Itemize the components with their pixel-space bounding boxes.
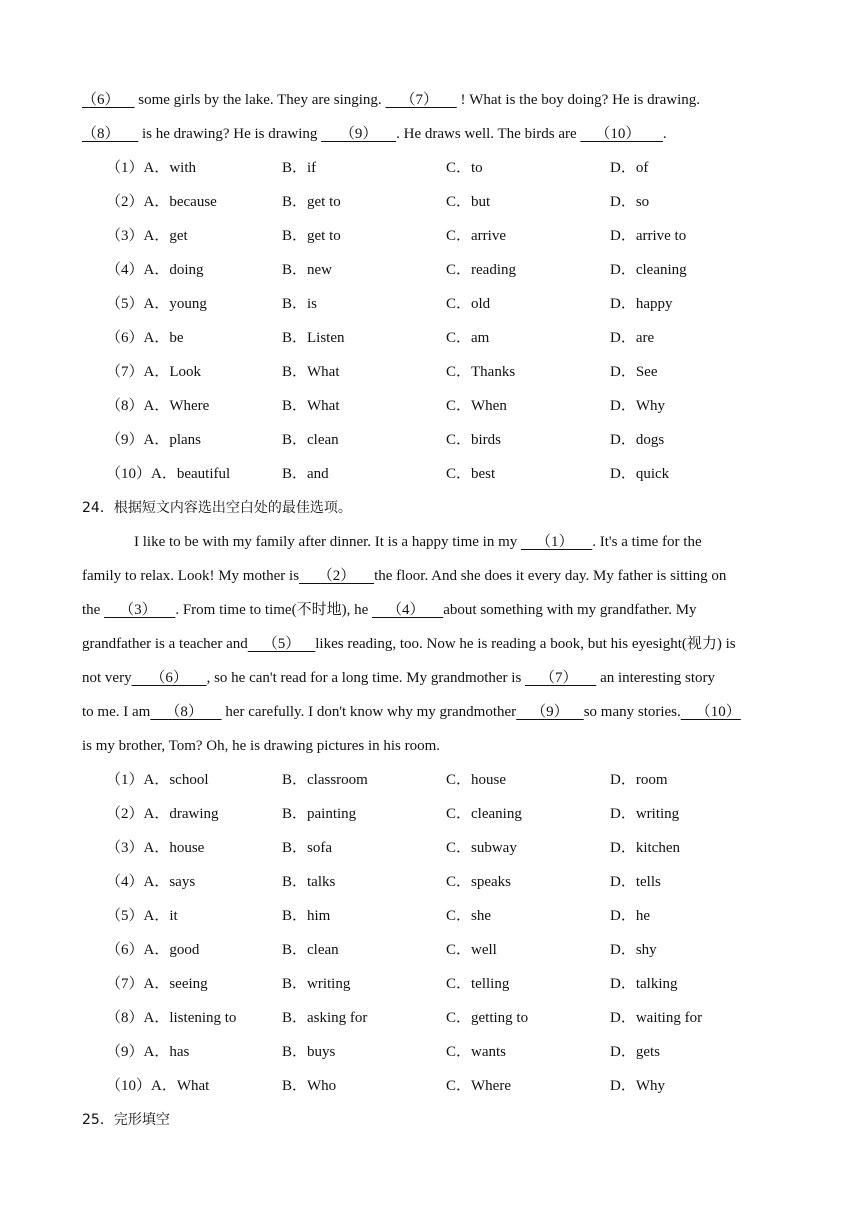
passage-line xyxy=(82,84,782,118)
option-choice xyxy=(282,288,317,320)
option-number: （6） xyxy=(106,330,144,346)
option-text: D．cleaning xyxy=(610,262,687,278)
option-text: B．if xyxy=(282,160,317,176)
option-text: B．clean xyxy=(282,432,339,448)
passage-text: to me. I am xyxy=(82,704,151,720)
option-choice xyxy=(282,1036,335,1068)
option-choice xyxy=(282,866,335,898)
option-text: B．clean xyxy=(282,942,339,958)
option-text: A．has xyxy=(143,1044,190,1060)
option-text: D．dogs xyxy=(610,432,665,448)
passage-text: is my brother, Tom? Oh, he is drawing pictures in his room. xyxy=(82,738,441,754)
option-choice xyxy=(446,254,516,286)
option-choice xyxy=(610,900,650,932)
option-choice xyxy=(106,764,209,796)
passage-text: grandfather is a teacher and xyxy=(82,636,248,652)
passage-text: likes reading, too. Now he is reading a book, but his eyesight(视力) is xyxy=(315,636,736,652)
option-row xyxy=(82,1002,782,1036)
option-text: D．arrive to xyxy=(610,228,687,244)
option-text: B．is xyxy=(282,296,318,312)
option-text: D．talking xyxy=(610,976,678,992)
option-text: C．When xyxy=(446,398,507,414)
option-text: A．seeing xyxy=(143,976,208,992)
option-text: D．are xyxy=(610,330,655,346)
option-choice xyxy=(446,900,491,932)
option-number: （4） xyxy=(106,874,144,890)
option-text: C．she xyxy=(446,908,492,924)
option-text: C．Where xyxy=(446,1078,511,1094)
option-choice xyxy=(610,390,665,422)
option-text: B．asking for xyxy=(282,1010,368,1026)
passage-text: . xyxy=(662,126,667,142)
option-choice xyxy=(446,458,495,490)
option-text: C．speaks xyxy=(446,874,511,890)
option-text: B．painting xyxy=(282,806,357,822)
option-choice xyxy=(106,254,204,286)
option-text: B．get to xyxy=(282,194,341,210)
option-text: B．Who xyxy=(282,1078,337,1094)
option-choice xyxy=(610,764,668,796)
option-choice xyxy=(610,220,686,252)
option-row xyxy=(82,356,782,390)
option-text: D．room xyxy=(610,772,668,788)
option-choice xyxy=(106,424,201,456)
option-choice xyxy=(446,1070,511,1102)
passage-text: ! What is the boy doing? He is drawing. xyxy=(456,92,700,108)
option-row xyxy=(82,866,782,900)
answer-blank: （4） xyxy=(372,602,444,618)
option-number: （5） xyxy=(106,296,144,312)
option-choice xyxy=(446,832,517,864)
option-row xyxy=(82,968,782,1002)
options-q23 xyxy=(82,152,782,492)
option-choice xyxy=(282,1002,367,1034)
option-text: A．it xyxy=(143,908,178,924)
option-text: C．Thanks xyxy=(446,364,516,380)
passage-text: an interesting story xyxy=(596,670,716,686)
passage-text: . It's a time for the xyxy=(592,534,702,550)
option-number: （1） xyxy=(106,772,144,788)
option-text: C．arrive xyxy=(446,228,506,244)
option-text: D．kitchen xyxy=(610,840,680,856)
answer-blank: （7） xyxy=(525,670,597,686)
option-number: （2） xyxy=(106,806,144,822)
option-text: A．drawing xyxy=(143,806,219,822)
option-choice xyxy=(610,152,648,184)
option-choice xyxy=(282,764,368,796)
option-choice xyxy=(446,288,490,320)
option-choice xyxy=(282,186,341,218)
option-text: D．shy xyxy=(610,942,657,958)
option-choice xyxy=(610,254,687,286)
passage-text: so many stories. xyxy=(583,704,681,720)
option-number: （5） xyxy=(106,908,144,924)
option-choice xyxy=(282,832,332,864)
passage-text: her carefully. I don't know why my grandmother xyxy=(221,704,517,720)
option-choice xyxy=(610,1070,665,1102)
option-text: B．sofa xyxy=(282,840,332,856)
option-choice xyxy=(106,322,184,354)
option-number: （2） xyxy=(106,194,144,210)
option-row xyxy=(82,1036,782,1070)
option-row xyxy=(82,798,782,832)
option-text: A．because xyxy=(143,194,217,210)
option-text: C．am xyxy=(446,330,490,346)
option-text: A．What xyxy=(151,1078,210,1094)
option-row xyxy=(82,288,782,322)
option-choice xyxy=(446,764,506,796)
option-text: B．writing xyxy=(282,976,351,992)
passage-text: the xyxy=(82,602,105,618)
option-choice xyxy=(610,322,654,354)
option-choice xyxy=(106,900,178,932)
answer-blank: （9） xyxy=(321,126,397,142)
option-choice xyxy=(106,866,195,898)
option-choice xyxy=(446,152,483,184)
option-choice xyxy=(446,866,511,898)
option-choice xyxy=(610,458,669,490)
passage-q23-continued xyxy=(82,84,782,152)
option-text: A．young xyxy=(143,296,207,312)
option-choice xyxy=(610,866,661,898)
option-text: A．good xyxy=(143,942,200,958)
option-number: （10） xyxy=(106,1078,152,1094)
option-choice xyxy=(610,356,658,388)
answer-blank: （8） xyxy=(82,126,139,142)
option-choice xyxy=(282,1070,336,1102)
option-text: A．be xyxy=(143,330,184,346)
option-choice xyxy=(446,934,497,966)
passage-line xyxy=(82,118,782,152)
option-text: D．gets xyxy=(610,1044,660,1060)
option-choice xyxy=(106,832,204,864)
option-choice xyxy=(282,390,340,422)
option-choice xyxy=(610,186,649,218)
option-number: （9） xyxy=(106,432,144,448)
option-text: A．says xyxy=(143,874,196,890)
option-text: B．him xyxy=(282,908,331,924)
option-choice xyxy=(282,900,330,932)
option-text: C．best xyxy=(446,466,496,482)
option-text: B．new xyxy=(282,262,332,278)
option-choice xyxy=(446,1002,528,1034)
option-choice xyxy=(282,458,329,490)
option-row xyxy=(82,764,782,798)
option-choice xyxy=(446,390,507,422)
answer-blank: （7） xyxy=(385,92,457,108)
option-number: （8） xyxy=(106,398,144,414)
passage-line xyxy=(82,594,782,628)
option-number: （8） xyxy=(106,1010,144,1026)
option-text: D．See xyxy=(610,364,658,380)
option-choice xyxy=(282,798,356,830)
option-text: B．What xyxy=(282,364,340,380)
option-choice xyxy=(446,424,501,456)
passage-text: not very xyxy=(82,670,132,686)
option-text: A．school xyxy=(143,772,209,788)
option-text: B．and xyxy=(282,466,329,482)
answer-blank: （8） xyxy=(150,704,222,720)
answer-blank: （1） xyxy=(521,534,593,550)
option-row xyxy=(82,390,782,424)
option-text: D．Why xyxy=(610,1078,665,1094)
option-number: （1） xyxy=(106,160,144,176)
option-choice xyxy=(282,220,341,252)
option-text: C．getting to xyxy=(446,1010,529,1026)
passage-line xyxy=(82,696,782,730)
option-row xyxy=(82,934,782,968)
option-text: C．birds xyxy=(446,432,502,448)
option-row xyxy=(82,186,782,220)
option-number: （10） xyxy=(106,466,152,482)
option-choice xyxy=(106,798,219,830)
question-24-heading: 24．根据短文内容选出空白处的最佳选项。 xyxy=(82,500,352,516)
option-choice xyxy=(282,356,340,388)
option-choice xyxy=(282,968,350,1000)
option-text: D．waiting for xyxy=(610,1010,703,1026)
option-choice xyxy=(610,832,680,864)
option-text: D．happy xyxy=(610,296,673,312)
option-choice xyxy=(106,152,196,184)
option-text: D．Why xyxy=(610,398,665,414)
option-choice xyxy=(106,1002,236,1034)
option-choice xyxy=(610,288,673,320)
answer-blank: （9） xyxy=(516,704,584,720)
answer-blank: （6） xyxy=(82,92,135,108)
option-text: D．writing xyxy=(610,806,680,822)
option-text: A．Where xyxy=(143,398,210,414)
passage-text: about something with my grandfather. My xyxy=(443,602,697,618)
passage-line xyxy=(82,526,782,560)
option-choice xyxy=(106,220,188,252)
option-text: D．of xyxy=(610,160,649,176)
option-choice xyxy=(446,322,489,354)
option-row xyxy=(82,152,782,186)
option-text: A．plans xyxy=(143,432,202,448)
option-text: D．he xyxy=(610,908,650,924)
answer-blank: （10） xyxy=(580,126,663,142)
passage-text: . He draws well. The birds are xyxy=(396,126,581,142)
answer-blank: （10） xyxy=(680,704,741,720)
option-text: B．buys xyxy=(282,1044,336,1060)
option-number: （3） xyxy=(106,840,144,856)
option-choice xyxy=(282,424,339,456)
option-choice xyxy=(446,968,509,1000)
option-choice xyxy=(610,798,679,830)
option-text: B．get to xyxy=(282,228,341,244)
option-text: C．reading xyxy=(446,262,516,278)
option-choice xyxy=(282,254,332,286)
option-choice xyxy=(610,934,657,966)
option-choice xyxy=(106,934,199,966)
option-text: C．well xyxy=(446,942,497,958)
option-text: A．with xyxy=(143,160,197,176)
option-text: C．cleaning xyxy=(446,806,522,822)
option-text: C．telling xyxy=(446,976,510,992)
option-text: A．house xyxy=(143,840,205,856)
option-choice xyxy=(446,1036,506,1068)
option-text: C．old xyxy=(446,296,491,312)
answer-blank: （3） xyxy=(104,602,176,618)
option-text: A．doing xyxy=(143,262,204,278)
option-row xyxy=(82,900,782,934)
option-choice xyxy=(446,186,490,218)
options-q24 xyxy=(82,764,782,1104)
option-choice xyxy=(106,356,201,388)
option-text: D．tells xyxy=(610,874,661,890)
option-choice xyxy=(106,968,208,1000)
option-text: D．quick xyxy=(610,466,670,482)
option-row xyxy=(82,458,782,492)
passage-text: the floor. And she does it every day. My father is sitting on xyxy=(374,568,727,584)
option-text: C．subway xyxy=(446,840,517,856)
option-choice xyxy=(106,1070,209,1102)
option-choice xyxy=(106,186,217,218)
option-text: A．Look xyxy=(143,364,202,380)
option-text: A．beautiful xyxy=(151,466,231,482)
option-text: B．talks xyxy=(282,874,336,890)
option-choice xyxy=(282,152,316,184)
option-choice xyxy=(106,390,209,422)
option-text: B．classroom xyxy=(282,772,368,788)
option-number: （3） xyxy=(106,228,144,244)
option-text: C．wants xyxy=(446,1044,507,1060)
passage-text: some girls by the lake. They are singing. xyxy=(134,92,386,108)
option-number: （7） xyxy=(106,364,144,380)
exam-page xyxy=(82,84,782,1138)
option-row xyxy=(82,832,782,866)
option-text: D．so xyxy=(610,194,650,210)
option-choice xyxy=(446,220,506,252)
option-choice xyxy=(610,1002,702,1034)
answer-blank: （2） xyxy=(299,568,375,584)
option-choice xyxy=(282,934,339,966)
option-text: A．get xyxy=(143,228,188,244)
passage-line xyxy=(82,730,782,764)
option-row xyxy=(82,322,782,356)
option-text: C．house xyxy=(446,772,507,788)
passage-line xyxy=(82,628,782,662)
passage-q24 xyxy=(82,526,782,764)
option-choice xyxy=(610,1036,660,1068)
option-choice xyxy=(106,1036,189,1068)
passage-text: . From time to time(不时地), he xyxy=(175,602,372,618)
option-row xyxy=(82,1070,782,1104)
question-25-heading: 25．完形填空 xyxy=(82,1112,170,1128)
answer-blank: （5） xyxy=(247,636,316,652)
option-number: （4） xyxy=(106,262,144,278)
passage-line xyxy=(82,662,782,696)
option-row xyxy=(82,220,782,254)
option-choice xyxy=(610,968,678,1000)
option-text: C．to xyxy=(446,160,483,176)
option-row xyxy=(82,424,782,458)
option-choice xyxy=(106,458,230,490)
option-choice xyxy=(446,798,522,830)
option-text: A．listening to xyxy=(143,1010,237,1026)
option-number: （9） xyxy=(106,1044,144,1060)
answer-blank: （6） xyxy=(131,670,207,686)
passage-line xyxy=(82,560,782,594)
option-number: （7） xyxy=(106,976,144,992)
option-number: （6） xyxy=(106,942,144,958)
option-text: B．Listen xyxy=(282,330,345,346)
option-choice xyxy=(446,356,515,388)
option-text: C．but xyxy=(446,194,491,210)
passage-text: , so he can't read for a long time. My grandmother is xyxy=(206,670,526,686)
option-row xyxy=(82,254,782,288)
passage-text: is he drawing? He is drawing xyxy=(138,126,322,142)
passage-text: family to relax. Look! My mother is xyxy=(82,568,300,584)
option-text: B．What xyxy=(282,398,340,414)
passage-text: I like to be with my family after dinner. It is a happy time in my xyxy=(134,534,521,550)
option-choice xyxy=(106,288,207,320)
option-choice xyxy=(282,322,345,354)
option-choice xyxy=(610,424,664,456)
